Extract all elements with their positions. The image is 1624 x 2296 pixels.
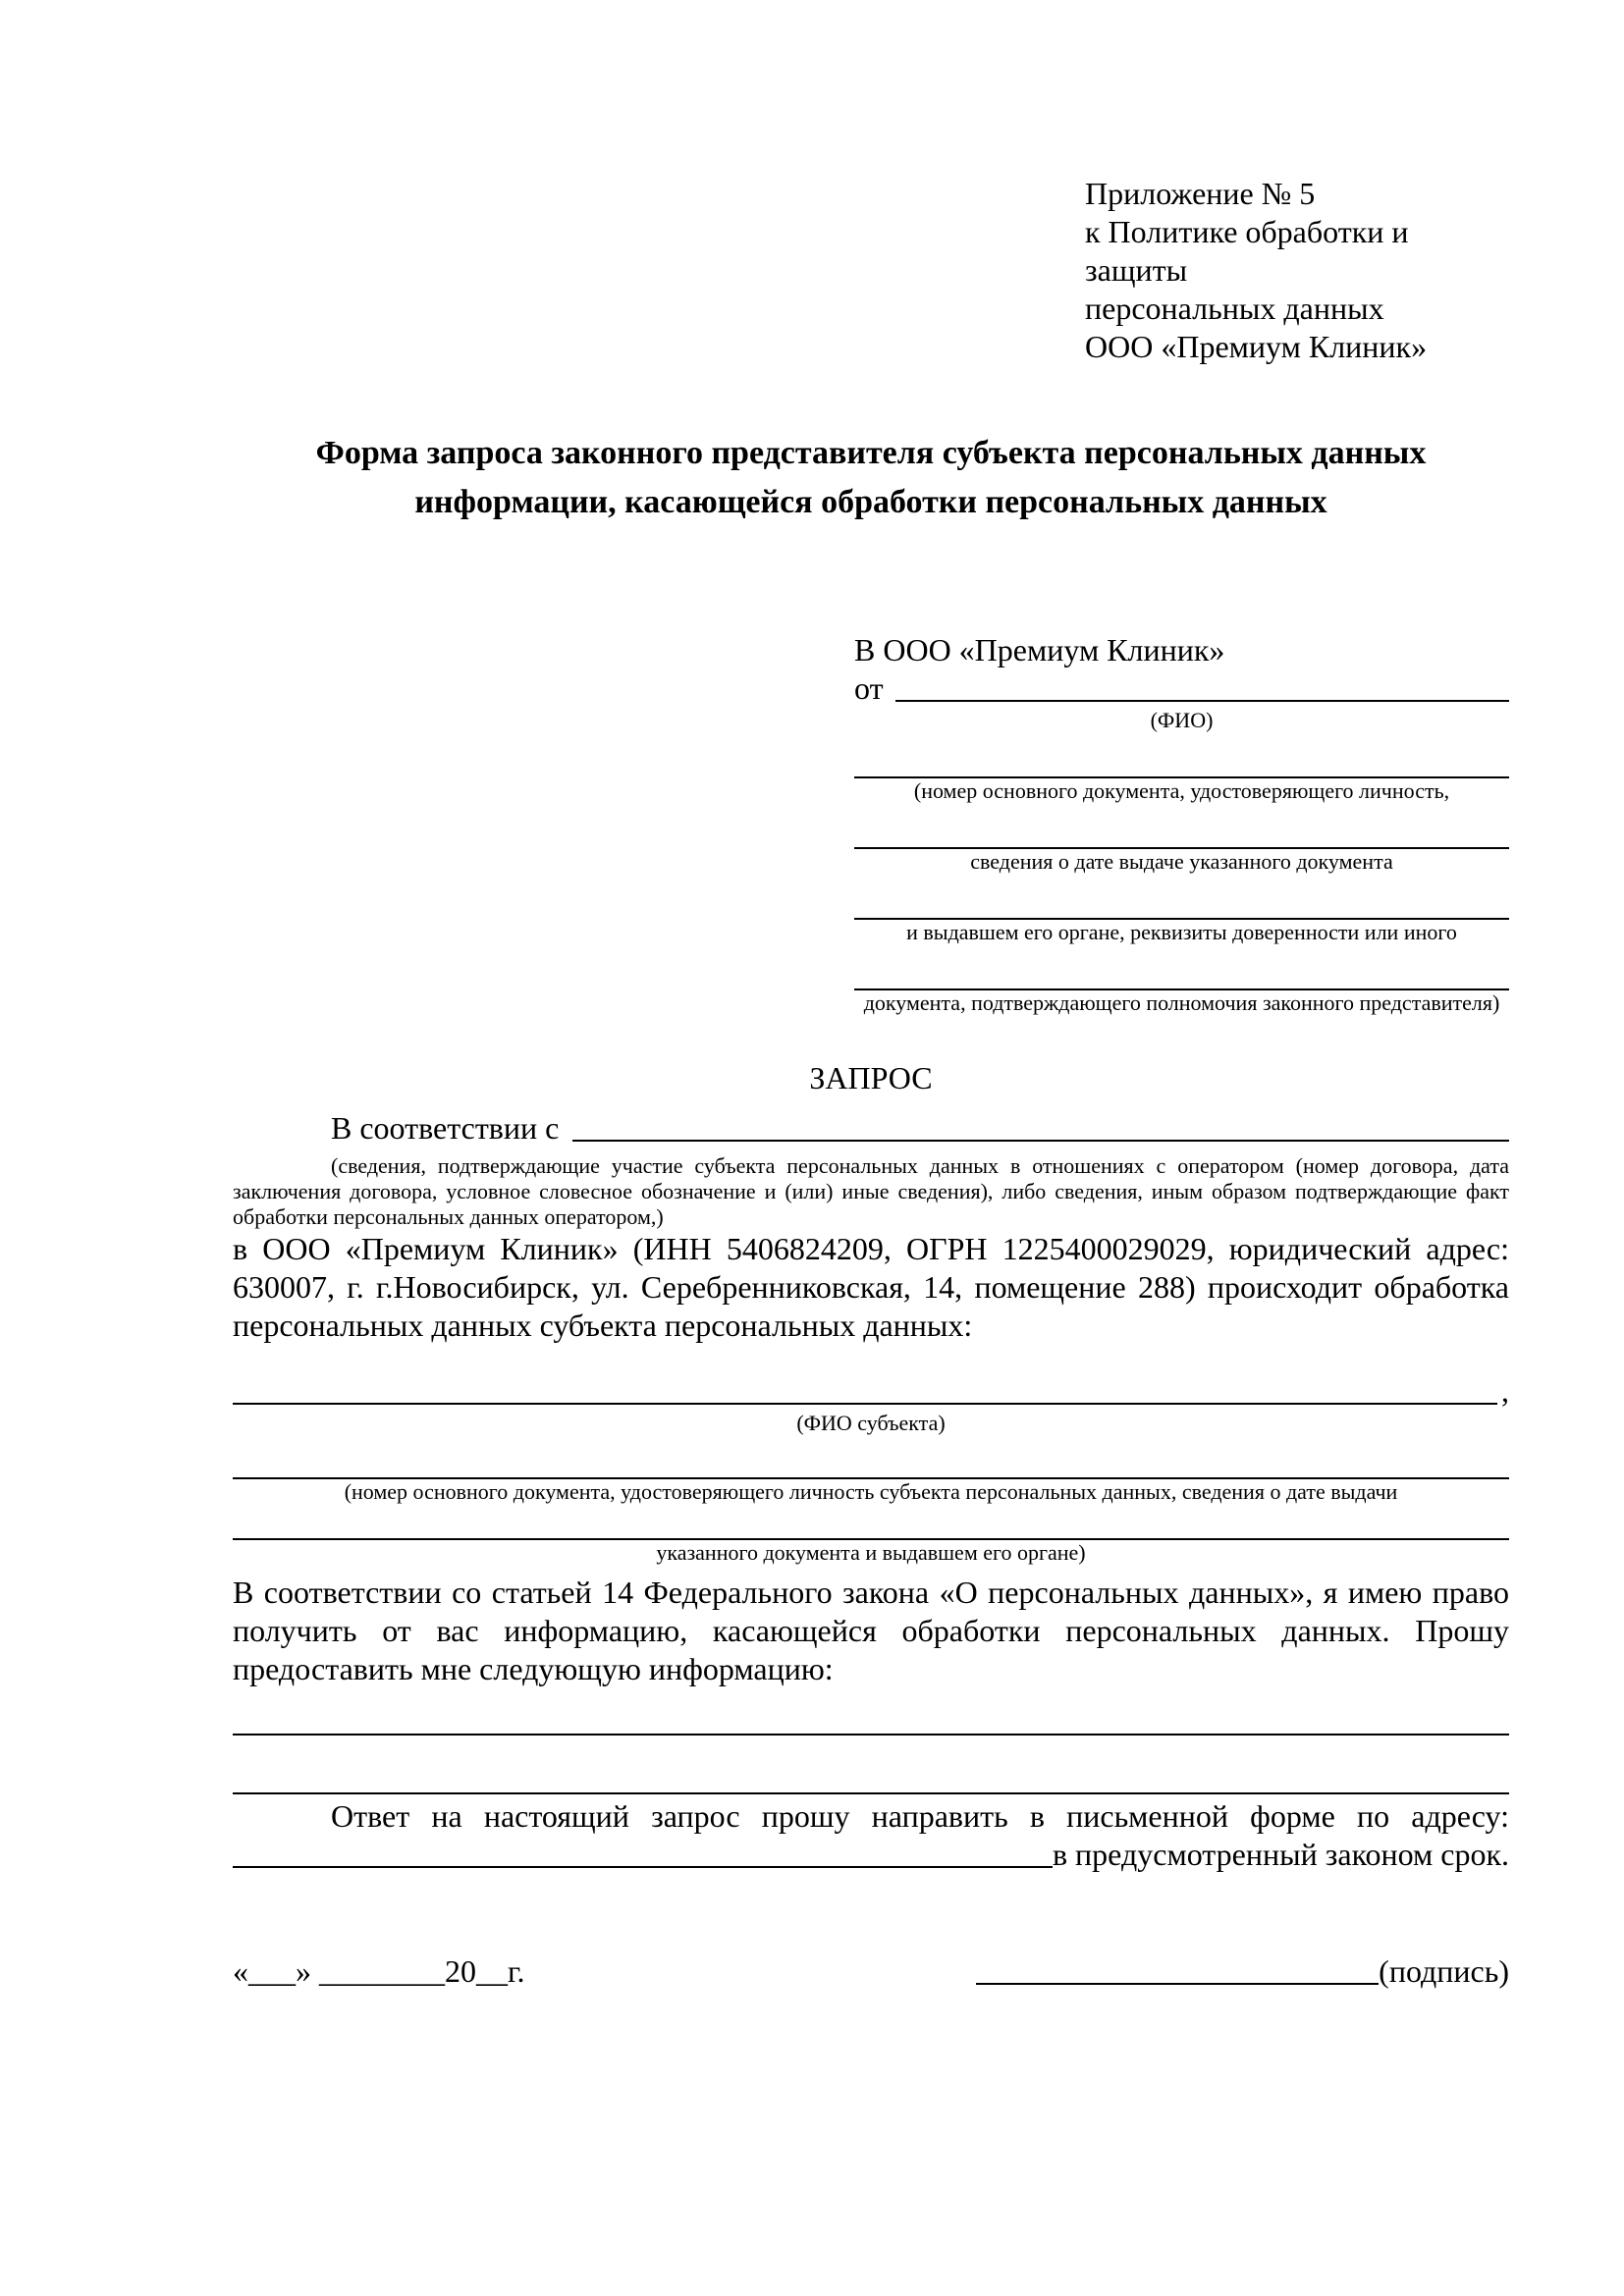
date-line: «___» ________20__г.: [233, 1953, 525, 1989]
subject-fio-row: [233, 1372, 1509, 1411]
fio-caption: (ФИО): [1150, 708, 1214, 732]
law-paragraph: В соответствии со статьей 14 Федерального закона «О персональных данных», я имею право получить от вас информацию, касающейся обработки персональных данных. Прошу предоставить мне следующую информацию:: [233, 1575, 1509, 1686]
info-field-line: [233, 1735, 1509, 1794]
reply-address-row: [233, 1836, 1509, 1874]
reply-paragraph: Ответ на настоящий запрос прошу направить в письменной форме по адресу:: [331, 1798, 1509, 1834]
signing-row: [233, 1952, 1509, 1991]
representative-doc-field-line: [854, 945, 1509, 990]
accordance-field-line: [572, 1139, 1509, 1142]
addressee-block: [854, 631, 1509, 1016]
annex-line: Приложение № 5: [1085, 176, 1316, 211]
from-label: от: [854, 670, 884, 706]
subject-doc-caption: указанного документа и выдавшем его органе): [656, 1540, 1086, 1565]
fio-field-line: [895, 699, 1509, 702]
field-caption: документа, подтверждающего полномочия законного представителя): [863, 990, 1500, 1015]
signature-caption: (подпись): [1379, 1953, 1509, 1989]
signature-group: [976, 1952, 1509, 1991]
subject-doc-caption: (номер основного документа, удостоверяющего личность субъекта персональных данных, сведения о дате выдачи: [344, 1479, 1398, 1504]
from-row: [854, 669, 1509, 708]
annex-line: персональных данных: [1085, 291, 1384, 326]
operator-paragraph: в ООО «Премиум Клиник» (ИНН 5406824209, ОГРН 1225400029029, юридический адрес: 630007, г. г.Новосибирск, ул. Серебренниковская, 14, помещение 288) происходит обработка персональных данных субъекта персональных данных:: [233, 1231, 1509, 1343]
annex-line: к Политике обработки и защиты: [1085, 214, 1409, 288]
field-caption: и выдавшем его органе, реквизиты доверенности или иного: [906, 920, 1457, 944]
reply-address-field-line: [233, 1865, 1053, 1868]
field-caption: сведения о дате выдаче указанного документа: [970, 849, 1393, 874]
annex-line: ООО «Премиум Клиник»: [1085, 329, 1428, 364]
representative-doc-field-line: [854, 875, 1509, 920]
accordance-row: [233, 1109, 1509, 1148]
subject-doc-field-line: [233, 1436, 1509, 1479]
signature-field-line: [976, 1983, 1379, 1985]
addressee-organization: В ООО «Премиум Клиник»: [854, 632, 1225, 667]
field-caption: (номер основного документа, удостоверяющего личность,: [913, 778, 1450, 803]
accordance-label: В соответствии с: [331, 1110, 560, 1146]
comma: ,: [1501, 1373, 1509, 1409]
subject-doc-field-line: [233, 1505, 1509, 1540]
subject-fio-field-line: [233, 1402, 1497, 1405]
accordance-caption: (сведения, подтверждающие участие субъекта персональных данных в отношениях с оператором (номер договора, дата заключения договора, условное словесное обозначение и (или) иные сведения), либо сведения, иным образом подтверждающие факт обработки персональных данных оператором,): [233, 1153, 1509, 1229]
annex-reference: [1085, 175, 1509, 366]
info-field-line: [233, 1688, 1509, 1735]
representative-doc-field-line: [854, 804, 1509, 849]
request-heading: ЗАПРОС: [809, 1060, 933, 1095]
reply-tail: в предусмотренный законом срок.: [1052, 1837, 1509, 1872]
subject-fio-caption: (ФИО субъекта): [796, 1411, 946, 1435]
representative-doc-field-line: [854, 733, 1509, 778]
document-title: Форма запроса законного представителя субъекта персональных данных информации, касающейся обработки персональных данных: [315, 435, 1427, 520]
